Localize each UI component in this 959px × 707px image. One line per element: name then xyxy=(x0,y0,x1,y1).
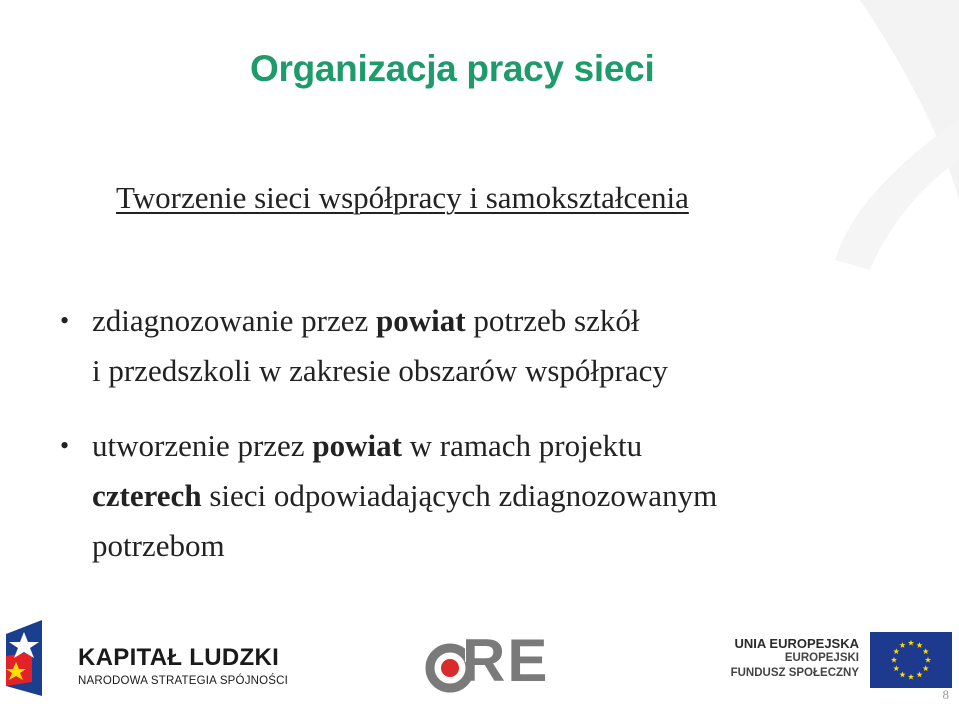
eu-line-3: FUNDUSZ SPOŁECZNY xyxy=(730,667,859,679)
text-segment: sieci odpowiadających zdiagnozowanym xyxy=(201,478,718,513)
text-segment: w ramach projektu xyxy=(401,428,643,463)
bullet-line xyxy=(92,346,940,396)
page-number: 8 xyxy=(942,687,949,702)
text-segment: zdiagnozowanie przez xyxy=(92,303,377,338)
bullet-dot-icon: • xyxy=(60,306,70,335)
kapital-ludzki-text xyxy=(78,646,288,687)
text-segment: utworzenie przez xyxy=(92,428,313,463)
bullet-item xyxy=(60,296,940,396)
ore-logo-text: RE xyxy=(462,627,550,694)
eu-text xyxy=(731,636,859,681)
slide-subtitle: Tworzenie sieci współpracy i samokształcenia xyxy=(116,180,689,215)
text-segment: potrzebom xyxy=(92,528,225,563)
bullet-line xyxy=(92,296,940,346)
bold-text: powiat xyxy=(376,303,466,338)
bullet-line xyxy=(92,471,940,521)
bullet-list xyxy=(60,296,940,571)
eu-line-2: EUROPEJSKI xyxy=(784,652,859,664)
eu-line-1: UNIA EUROPEJSKA xyxy=(734,636,859,651)
kapital-ludzki-logo-icon xyxy=(2,616,62,702)
bold-text: powiat xyxy=(312,428,402,463)
text-segment: i przedszkoli w zakresie obszarów współpracy xyxy=(92,353,668,388)
footer-logos xyxy=(0,612,959,707)
eu-flag-icon xyxy=(870,632,952,688)
bullet-line xyxy=(92,521,940,571)
bullet-item xyxy=(60,421,940,571)
text-segment: potrzeb szkół xyxy=(465,303,640,338)
kapital-ludzki-title: KAPITAŁ LUDZKI xyxy=(78,644,280,671)
kapital-ludzki-subtitle: NARODOWA STRATEGIA SPÓJNOŚCI xyxy=(78,675,289,687)
slide-title: Organizacja pracy sieci xyxy=(250,48,655,89)
bullet-line xyxy=(92,421,940,471)
bold-text: czterech xyxy=(92,478,202,513)
bullet-dot-icon: • xyxy=(60,431,70,460)
